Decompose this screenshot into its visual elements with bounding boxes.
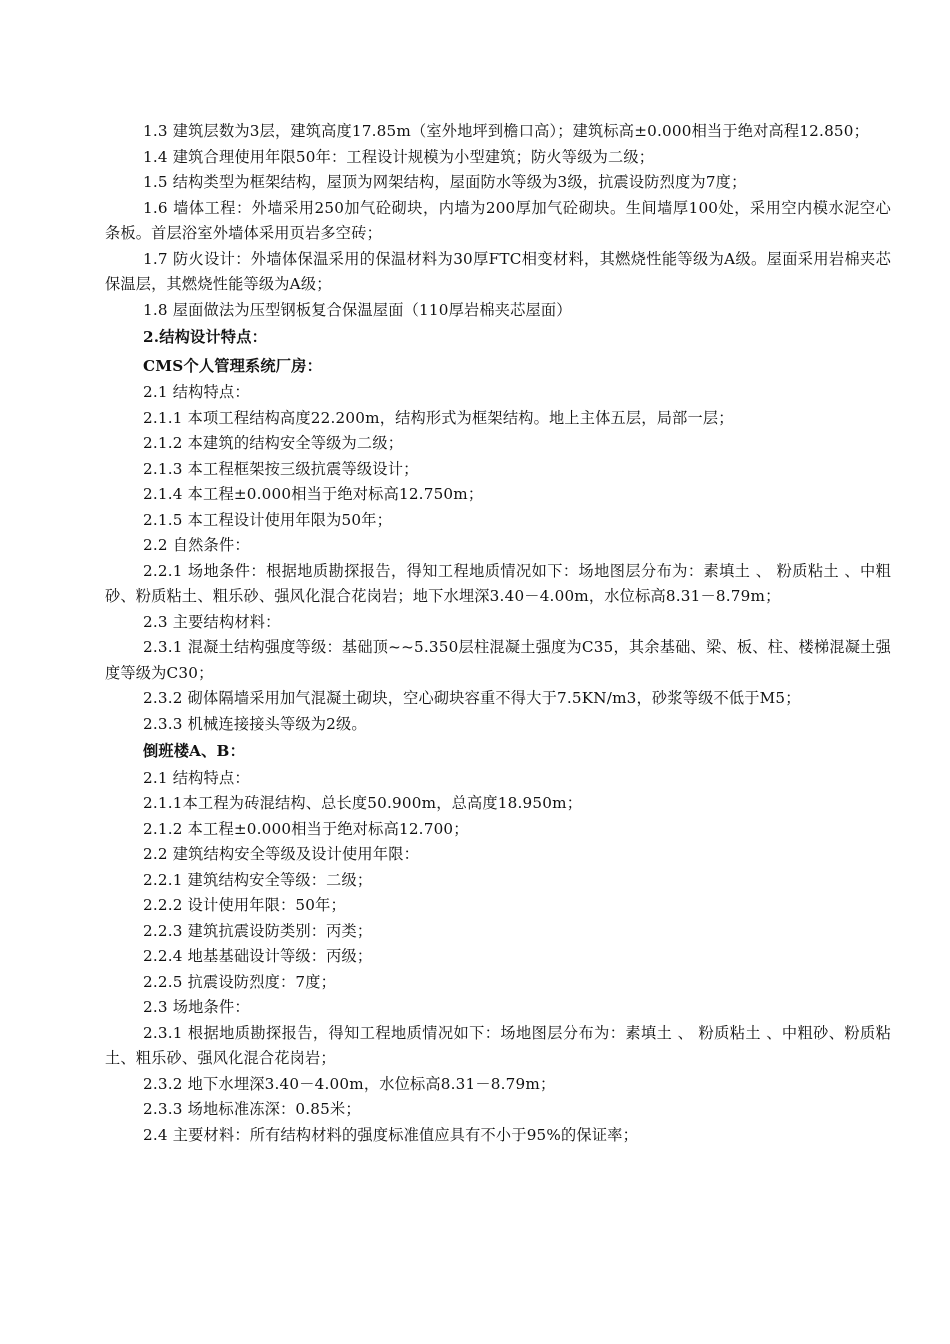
dorm-item: 2.3 场地条件： bbox=[143, 998, 250, 1016]
cms-item: 2.3.2 砌体隔墙采用加气混凝土砌块，空心砌块容重不得大于7.5KN/m3，砂浆等级不低于M5； bbox=[143, 689, 801, 707]
cms-item: 2.1.4 本工程±0.000相当于绝对标高12.750m； bbox=[143, 485, 484, 503]
dorm-subheading: 倒班楼A、B： bbox=[143, 742, 245, 760]
cms-item: 2.2 自然条件： bbox=[143, 536, 250, 554]
cms-item: 2.3 主要结构材料： bbox=[143, 612, 281, 631]
dorm-item: 2.2.1 建筑结构安全等级：二级； bbox=[143, 870, 373, 889]
paragraph-1-7: 1.7 防火设计：外墙体保温采用的保温材料为30厚FTC相变材料，其燃烧性能等级为A级。屋面采用岩棉夹芯保温层，其燃烧性能等级为A级； bbox=[105, 249, 891, 293]
paragraph-1-5: 1.5 结构类型为框架结构，屋顶为网架结构，屋面防水等级为3级，抗震设防烈度为7度； bbox=[143, 173, 747, 191]
cms-item: 2.1.2 本建筑的结构安全等级为二级； bbox=[143, 434, 404, 452]
dorm-item: 2.2.4 地基基础设计等级：丙级； bbox=[143, 947, 373, 965]
paragraph-1-6: 1.6 墙体工程：外墙采用250加气砼砌块，内墙为200厚加气砼砌块。生间墙厚100处，采用空内模水泥空心条板。首层浴室外墙体采用页岩多空砖； bbox=[105, 198, 891, 242]
dorm-item: 2.3.1 根据地质勘探报告，得知工程地质情况如下：场地图层分布为：素填土 、 粉质粘土 、中粗砂、粉质粘土、粗乐砂、强风化混合花岗岩； bbox=[105, 1023, 891, 1067]
cms-item: 2.3.1 混凝土结构强度等级：基础顶~~5.350层柱混凝土强度为C35，其余基础、梁、板、柱、楼梯混凝土强度等级为C30； bbox=[105, 638, 891, 682]
dorm-item: 2.3.2 地下水埋深3.40－4.00m，水位标高8.31－8.79m； bbox=[143, 1074, 556, 1093]
cms-subheading: CMS个人管理系统厂房： bbox=[143, 356, 322, 375]
section-2-heading: 2.结构设计特点： bbox=[143, 328, 267, 346]
cms-item: 2.1.1 本项工程结构高度22.200m，结构形式为框架结构。地上主体五层，局部一层； bbox=[143, 408, 734, 427]
dorm-item: 2.2 建筑结构安全等级及设计使用年限： bbox=[143, 845, 419, 863]
paragraph-1-3: 1.3 建筑层数为3层，建筑高度17.85m（室外地坪到檐口高）；建筑标高±0.000相当于绝对高程12.850； bbox=[143, 122, 870, 140]
document-body bbox=[105, 119, 891, 1148]
dorm-item: 2.2.3 建筑抗震设防类别：丙类； bbox=[143, 921, 373, 940]
cms-item: 2.3.3 机械连接接头等级为2级。 bbox=[143, 714, 367, 733]
cms-item: 2.1 结构特点： bbox=[143, 383, 250, 401]
paragraph-1-4: 1.4 建筑合理使用年限50年：工程设计规模为小型建筑；防火等级为二级； bbox=[143, 147, 655, 166]
dorm-item: 2.2.5 抗震设防烈度：7度； bbox=[143, 972, 337, 991]
cms-item: 2.1.5 本工程设计使用年限为50年； bbox=[143, 510, 393, 529]
cms-item: 2.2.1 场地条件：根据地质勘探报告，得知工程地质情况如下：场地图层分布为：素填土 、 粉质粘土 、中粗砂、粉质粘土、粗乐砂、强风化混合花岗岩；地下水埋深3.40－4.00m，水位标高8.31－8.79m； bbox=[105, 561, 891, 605]
dorm-item: 2.4 主要材料：所有结构材料的强度标准值应具有不小于95%的保证率； bbox=[143, 1125, 638, 1144]
dorm-item: 2.1 结构特点： bbox=[143, 768, 250, 787]
cms-item: 2.1.3 本工程框架按三级抗震等级设计； bbox=[143, 459, 419, 478]
dorm-item: 2.1.1本工程为砖混结构、总长度50.900m，总高度18.950m； bbox=[143, 794, 583, 812]
dorm-item: 2.1.2 本工程±0.000相当于绝对标高12.700； bbox=[143, 819, 469, 838]
dorm-item: 2.2.2 设计使用年限：50年； bbox=[143, 896, 346, 914]
paragraph-1-8: 1.8 屋面做法为压型钢板复合保温屋面（110厚岩棉夹芯屋面） bbox=[143, 300, 572, 319]
dorm-item: 2.3.3 场地标准冻深：0.85米； bbox=[143, 1100, 361, 1118]
